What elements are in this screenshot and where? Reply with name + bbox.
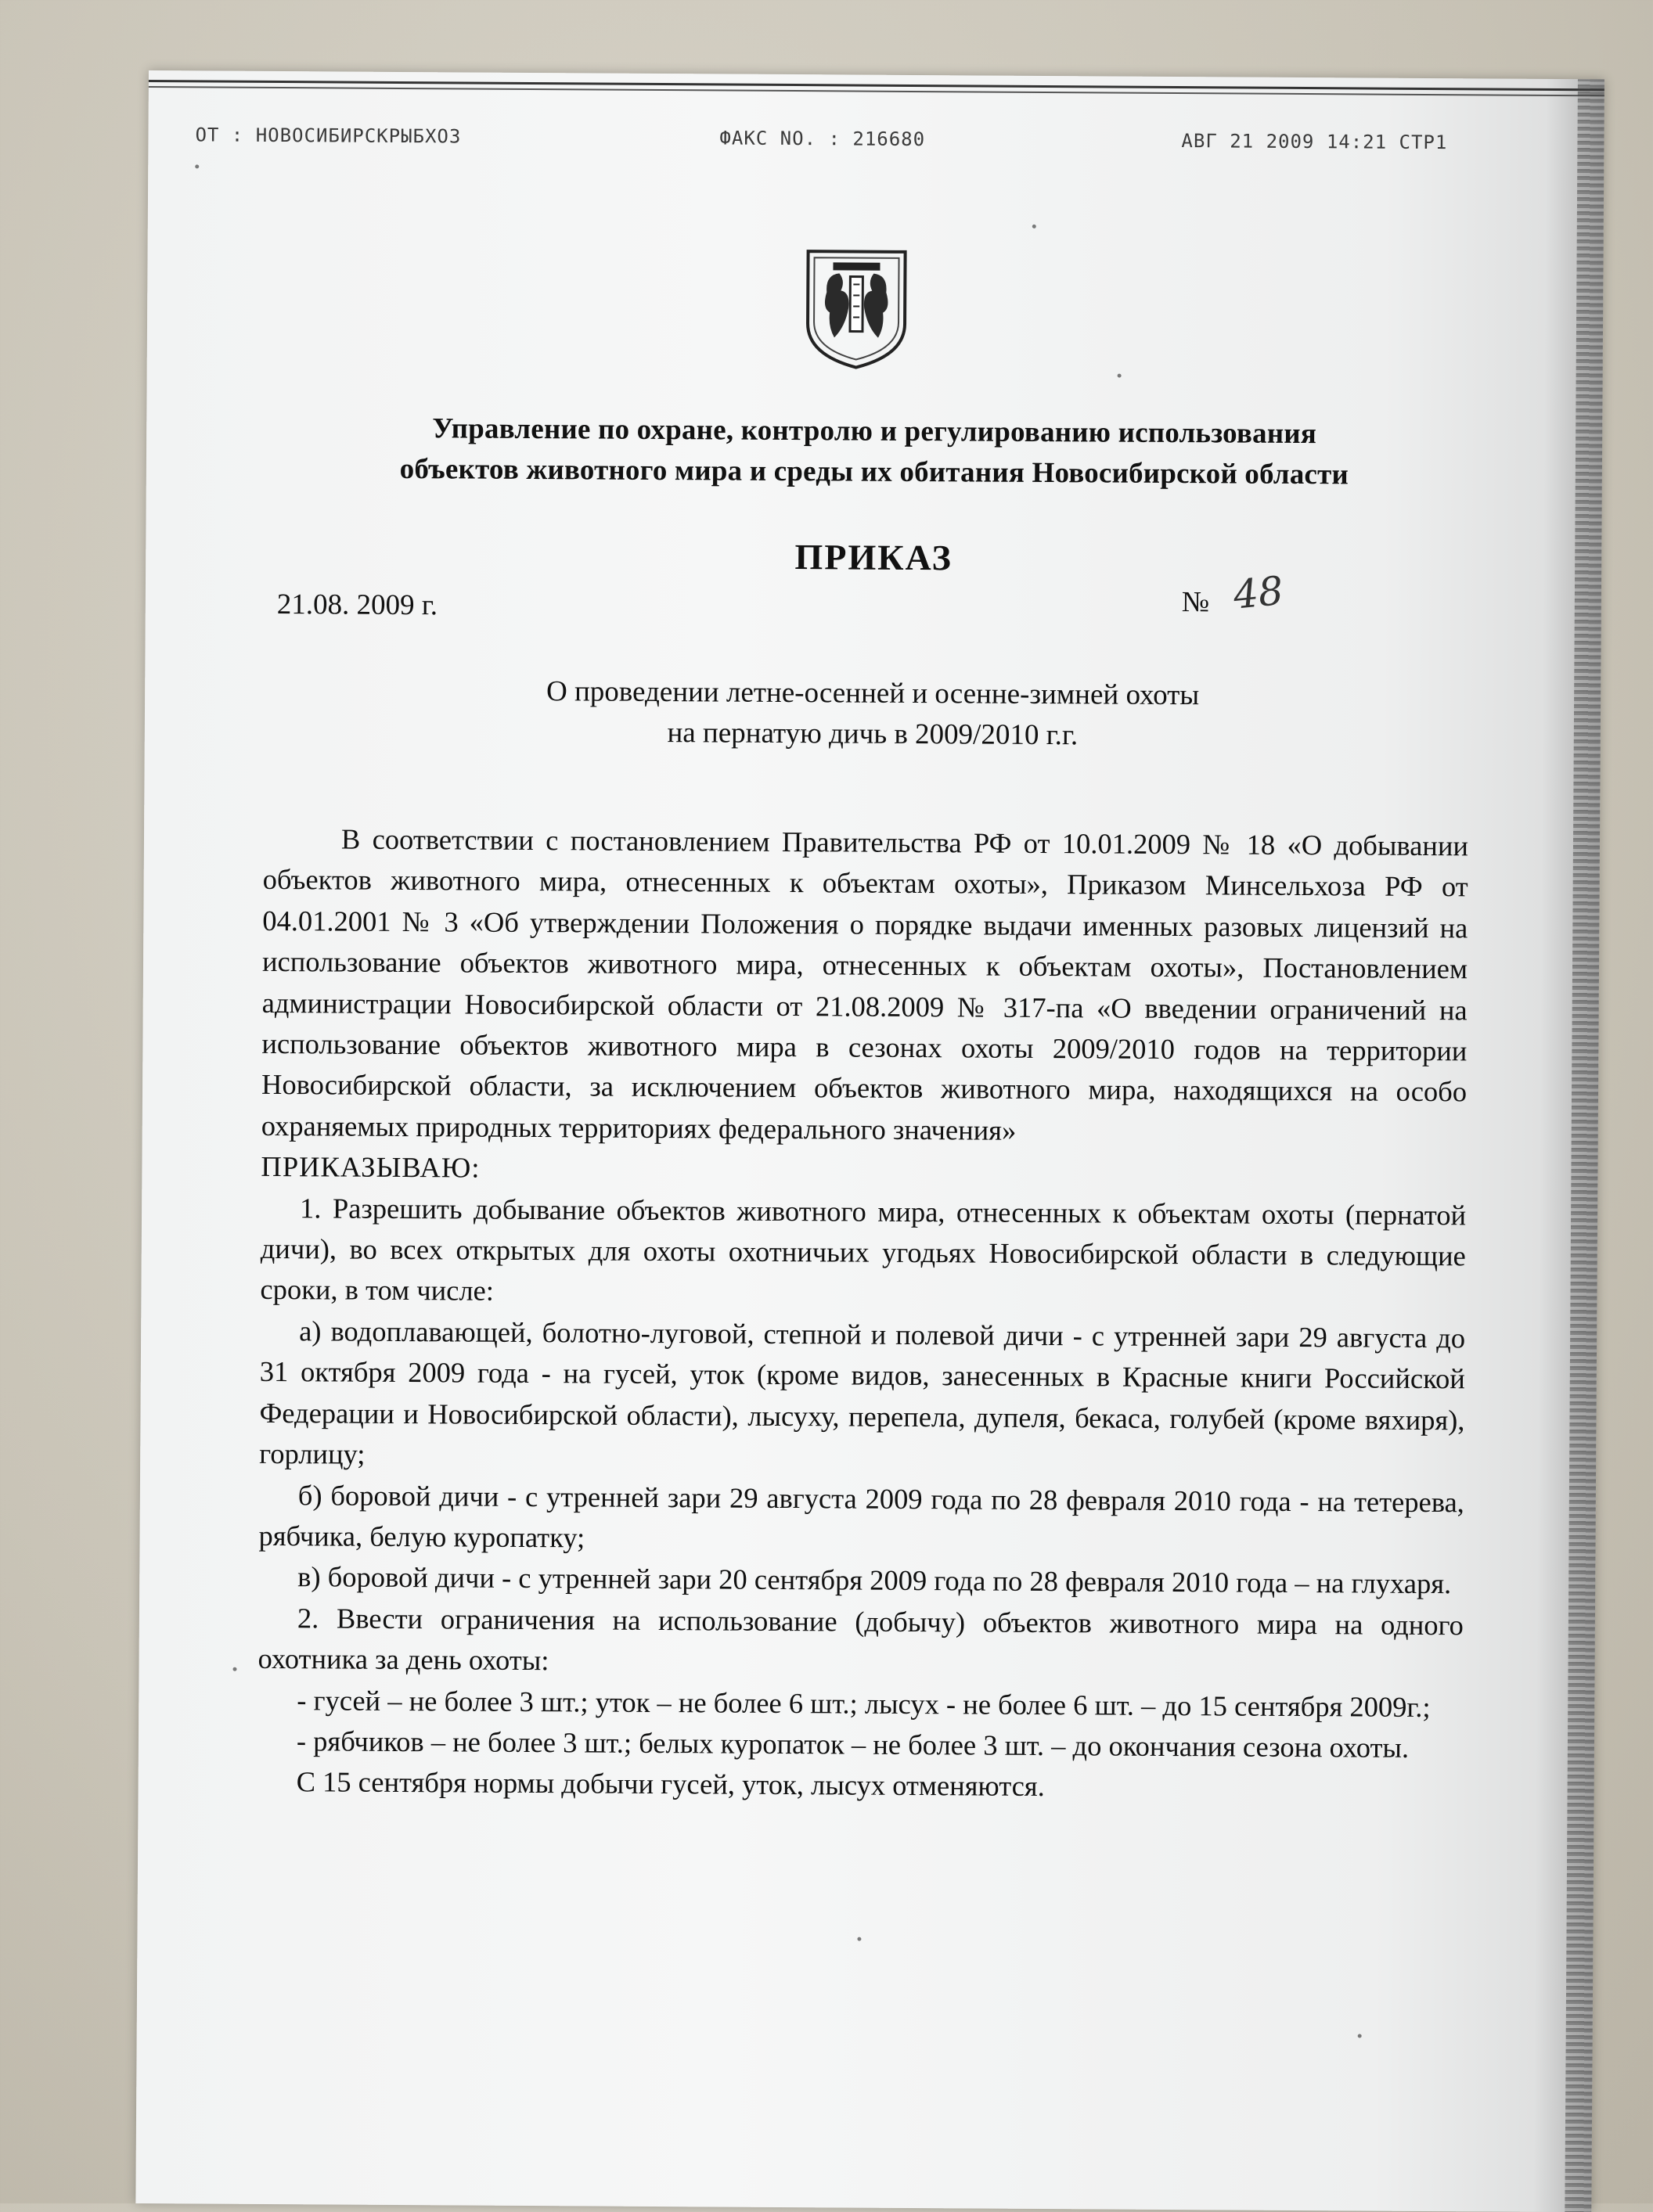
order-subject bbox=[192, 669, 1554, 759]
fax-noise-specks bbox=[149, 70, 1604, 79]
order-number-handwritten: 48 bbox=[1231, 567, 1286, 618]
preamble-paragraph: В соответствии с постановлением Правительства РФ от 10.01.2009 № 18 «О добывании объектов животного мира, отнесенных к объектам охоты», Приказом Минсельхоза РФ от 04.01.2001 № 3 «Об утверждении Положения о порядке выдачи именных разовых лицензий на использование объектов животного мира, отнесенных к объектам охоты», Постановлением администрации Новосибирской области от 21.08.2009 № 317-па «О введении ограничений на использование объектов животного мира в сезонах охоты 2009/2010 годов на территории Новосибирской области, за исключением объектов животного мира, находящихся на особо охраняемых природных территориях федерального значения» bbox=[261, 822, 1469, 1146]
fax-top-rule bbox=[149, 80, 1604, 91]
authority-line-2: объектов животного мира и среды их обитания Новосибирской области bbox=[399, 452, 1349, 491]
authority-line-1: Управление по охране, контролю и регулированию использования bbox=[432, 412, 1317, 451]
clause-2: 2. Ввести ограничения на использование (добычу) объектов животного мира на одного охотника за день охоты: bbox=[257, 1601, 1464, 1677]
fax-number: ФАКС NO. : 216680 bbox=[719, 127, 926, 151]
clause-1: 1. Разрешить добывание объектов животного мира, отнесенных к объектам охоты (пернатой дичи), во всех открытых для охоты охотничьих угодьях Новосибирской области в следующие сроки, в том числе: bbox=[260, 1191, 1467, 1307]
clause-1a: а) водоплавающей, болотно-луговой, степной и полевой дичи - с утренней зари 29 августа до 31 октября 2009 года - на гусей, уток (кроме видов, занесенных в Красные книги Российской Федерации и Новосибирской области), лысуху, перепела, дупеля, бекаса, голубей (кроме вяхиря), горлицу; bbox=[259, 1315, 1466, 1470]
coat-of-arms-icon bbox=[801, 245, 912, 371]
order-number-label: № bbox=[1181, 586, 1210, 619]
clause-2c: С 15 сентября нормы добычи гусей, уток, лысух отменяются. bbox=[296, 1765, 1045, 1803]
clause-1b: б) боровой дичи - с утренней зари 29 августа 2009 года по 28 февраля 2010 года - на тетерева, рябчика, белую куропатку; bbox=[258, 1478, 1464, 1554]
order-body bbox=[257, 818, 1468, 1810]
document-title: ПРИКАЗ bbox=[794, 537, 953, 578]
issuing-authority bbox=[193, 407, 1556, 497]
order-date: 21.08. 2009 г. bbox=[276, 588, 438, 622]
subject-line-2: на пернатую дичь в 2009/2010 г.г. bbox=[667, 717, 1079, 752]
fax-sender: ОТ : НОВОСИБИРСКРЫБХОЗ bbox=[195, 124, 462, 148]
clause-2a: - гусей – не более 3 шт.; уток – не более 6 шт.; лысух - не более 6 шт. – до 15 сентября 2009г.; bbox=[297, 1683, 1431, 1723]
clause-2b: - рябчиков – не более 3 шт.; белых куропаток – не более 3 шт. – до окончания сезона охоты. bbox=[296, 1725, 1410, 1764]
order-directive-word: ПРИКАЗЫВАЮ: bbox=[261, 1150, 481, 1184]
document-sheet bbox=[135, 70, 1604, 2212]
clause-1c: в) боровой дичи - с утренней зари 20 сентября 2009 года по 28 февраля 2010 года – на глухаря. bbox=[297, 1560, 1452, 1600]
fax-timestamp: АВГ 21 2009 14:21 СТР1 bbox=[1181, 130, 1448, 154]
subject-line-1: О проведении летне-осенней и осенне-зимней охоты bbox=[546, 675, 1200, 712]
